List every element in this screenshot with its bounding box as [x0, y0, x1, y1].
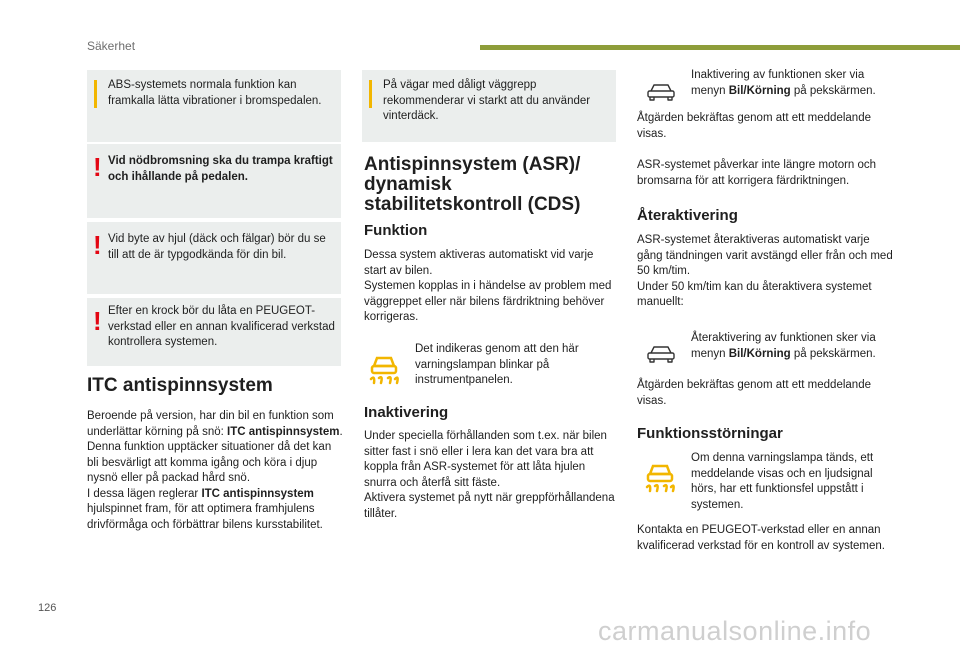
car-menu-icon	[646, 82, 676, 102]
warning-wheels-text: Vid byte av hjul (däck och fälgar) bör du se till att de är typgodkända för din bil.	[108, 233, 326, 261]
info-bar-icon	[369, 80, 372, 108]
abs-info-text: ABS-systemets normala funktion kan framkalla lätta vibrationer i bromspedalen.	[108, 79, 322, 107]
funktion-p1: Dessa system aktiveras automatiskt vid varje start av bilen.	[364, 249, 594, 277]
inaktivering-heading: Inaktivering	[364, 404, 449, 421]
page-number: 126	[38, 602, 57, 614]
funktion-paragraph	[364, 248, 614, 326]
confirm-text-1: Åtgärden bekräftas genom att ett meddelande visas.	[637, 112, 871, 140]
funktion-heading: Funktion	[364, 222, 428, 239]
inakt-menu-text	[691, 68, 891, 99]
skid-warning-icon	[366, 350, 402, 386]
menu-bil-korning: Bil/Körning	[728, 347, 791, 360]
confirm-text-2: Åtgärden bekräftas genom att ett meddelande visas.	[637, 379, 871, 407]
warning-exclamation-icon: !	[93, 230, 102, 260]
inakt-menu-end: på pekskärmen.	[790, 84, 876, 97]
inakt-menu-a: Inaktivering av funktionen sker via menyn	[691, 69, 865, 97]
itc-term-2: ITC antispinnsystem	[201, 487, 314, 500]
warning-braking-text: Vid nödbromsning ska du trampa kraftigt och ihållande på pedalen.	[108, 155, 333, 183]
itc-regulation-a: I dessa lägen reglerar	[87, 487, 202, 500]
itc-detection: Denna funktion upptäcker situationer då det kan bli besvärligt att komma igång och köra i djup nysnö eller på packad hård snö.	[87, 441, 332, 484]
inaktivering-p2: Aktivera systemet på nytt när greppförhållandena tillåter.	[364, 492, 615, 520]
contact-text: Kontakta en PEUGEOT-verkstad eller en annan kvalificerad verkstad för en kontroll av systemen.	[637, 524, 885, 552]
ateract-menu-a: Återaktivering av funktionen sker via menyn	[691, 332, 876, 360]
warning-exclamation-icon: !	[93, 152, 102, 182]
inaktivering-paragraph	[364, 429, 616, 522]
ateraktivering-p1: ASR-systemet återaktiveras automatiskt varje gång tändningen varit avstängd eller från och med 50 km/tim.	[637, 234, 893, 277]
warning-box-crash	[87, 298, 341, 366]
itc-heading: ITC antispinnsystem	[87, 375, 273, 396]
inaktivering-p1: Under speciella förhållanden som t.ex. när bilen sitter fast i snö eller i lera kan det vara bra att koppla från ASR-systemet för att låta hjulen snurra och återfå sitt fäste.	[364, 430, 607, 489]
itc-intro-end: .	[339, 425, 343, 438]
tyre-info-box	[362, 70, 616, 142]
section-title: Säkerhet	[87, 39, 136, 53]
warning-exclamation-icon: !	[93, 306, 102, 336]
ateraktivering-p2: Under 50 km/tim kan du återaktivera systemet manuellt:	[637, 280, 872, 308]
funktionsstorningar-heading: Funktionsstörningar	[637, 425, 783, 442]
warning-box-braking	[87, 144, 341, 218]
itc-regulation-b: hjulspinnet fram, för att optimera framhjulens drivförmåga och förbättrar bilens kursstabilitet.	[87, 503, 323, 531]
fault-text: Om denna varningslampa tänds, ett meddelande visas och en ljudsignal hörs, har ett funktionsfel uppstått i systemen.	[691, 452, 874, 511]
info-bar-icon	[94, 80, 97, 108]
itc-intro: Beroende på version, har din bil en funktion som underlättar körning på snö:	[87, 410, 334, 438]
tyre-info-text: På vägar med dåligt väggrepp rekommenderar vi starkt att du använder vinterdäck.	[383, 79, 591, 122]
indicator-text: Det indikeras genom att den här varningslampan blinkar på instrumentpanelen.	[415, 343, 579, 386]
funktion-p2: Systemen kopplas in i händelse av problem med väggreppet eller när bilens färdriktning behöver korrigeras.	[364, 280, 612, 323]
ateract-menu-end: på pekskärmen.	[790, 347, 876, 360]
watermark: carmanualsonline.info	[598, 616, 872, 646]
ateraktivering-paragraph	[637, 233, 893, 311]
ateraktivering-heading: Återaktivering	[637, 207, 738, 224]
itc-term: ITC antispinnsystem	[227, 425, 340, 438]
car-menu-icon	[646, 344, 676, 364]
header-accent-bar	[480, 45, 960, 50]
warning-crash-text: Efter en krock bör du låta en PEUGEOT-verkstad eller en annan kvalificerad verkstad kontrollera systemen.	[108, 305, 335, 348]
warning-box-wheels	[87, 222, 341, 294]
abs-info-box	[87, 70, 341, 142]
menu-bil-korning: Bil/Körning	[728, 84, 791, 97]
skid-warning-icon	[642, 458, 678, 494]
asr-note-text: ASR-systemet påverkar inte längre motorn och bromsarna för att korrigera färdriktningen.	[637, 159, 877, 187]
ateract-menu-text	[691, 331, 891, 362]
asr-heading: Antispinnsystem (ASR)/ dynamisk stabilitetskontroll (CDS)	[364, 154, 581, 215]
itc-paragraph	[87, 409, 345, 533]
